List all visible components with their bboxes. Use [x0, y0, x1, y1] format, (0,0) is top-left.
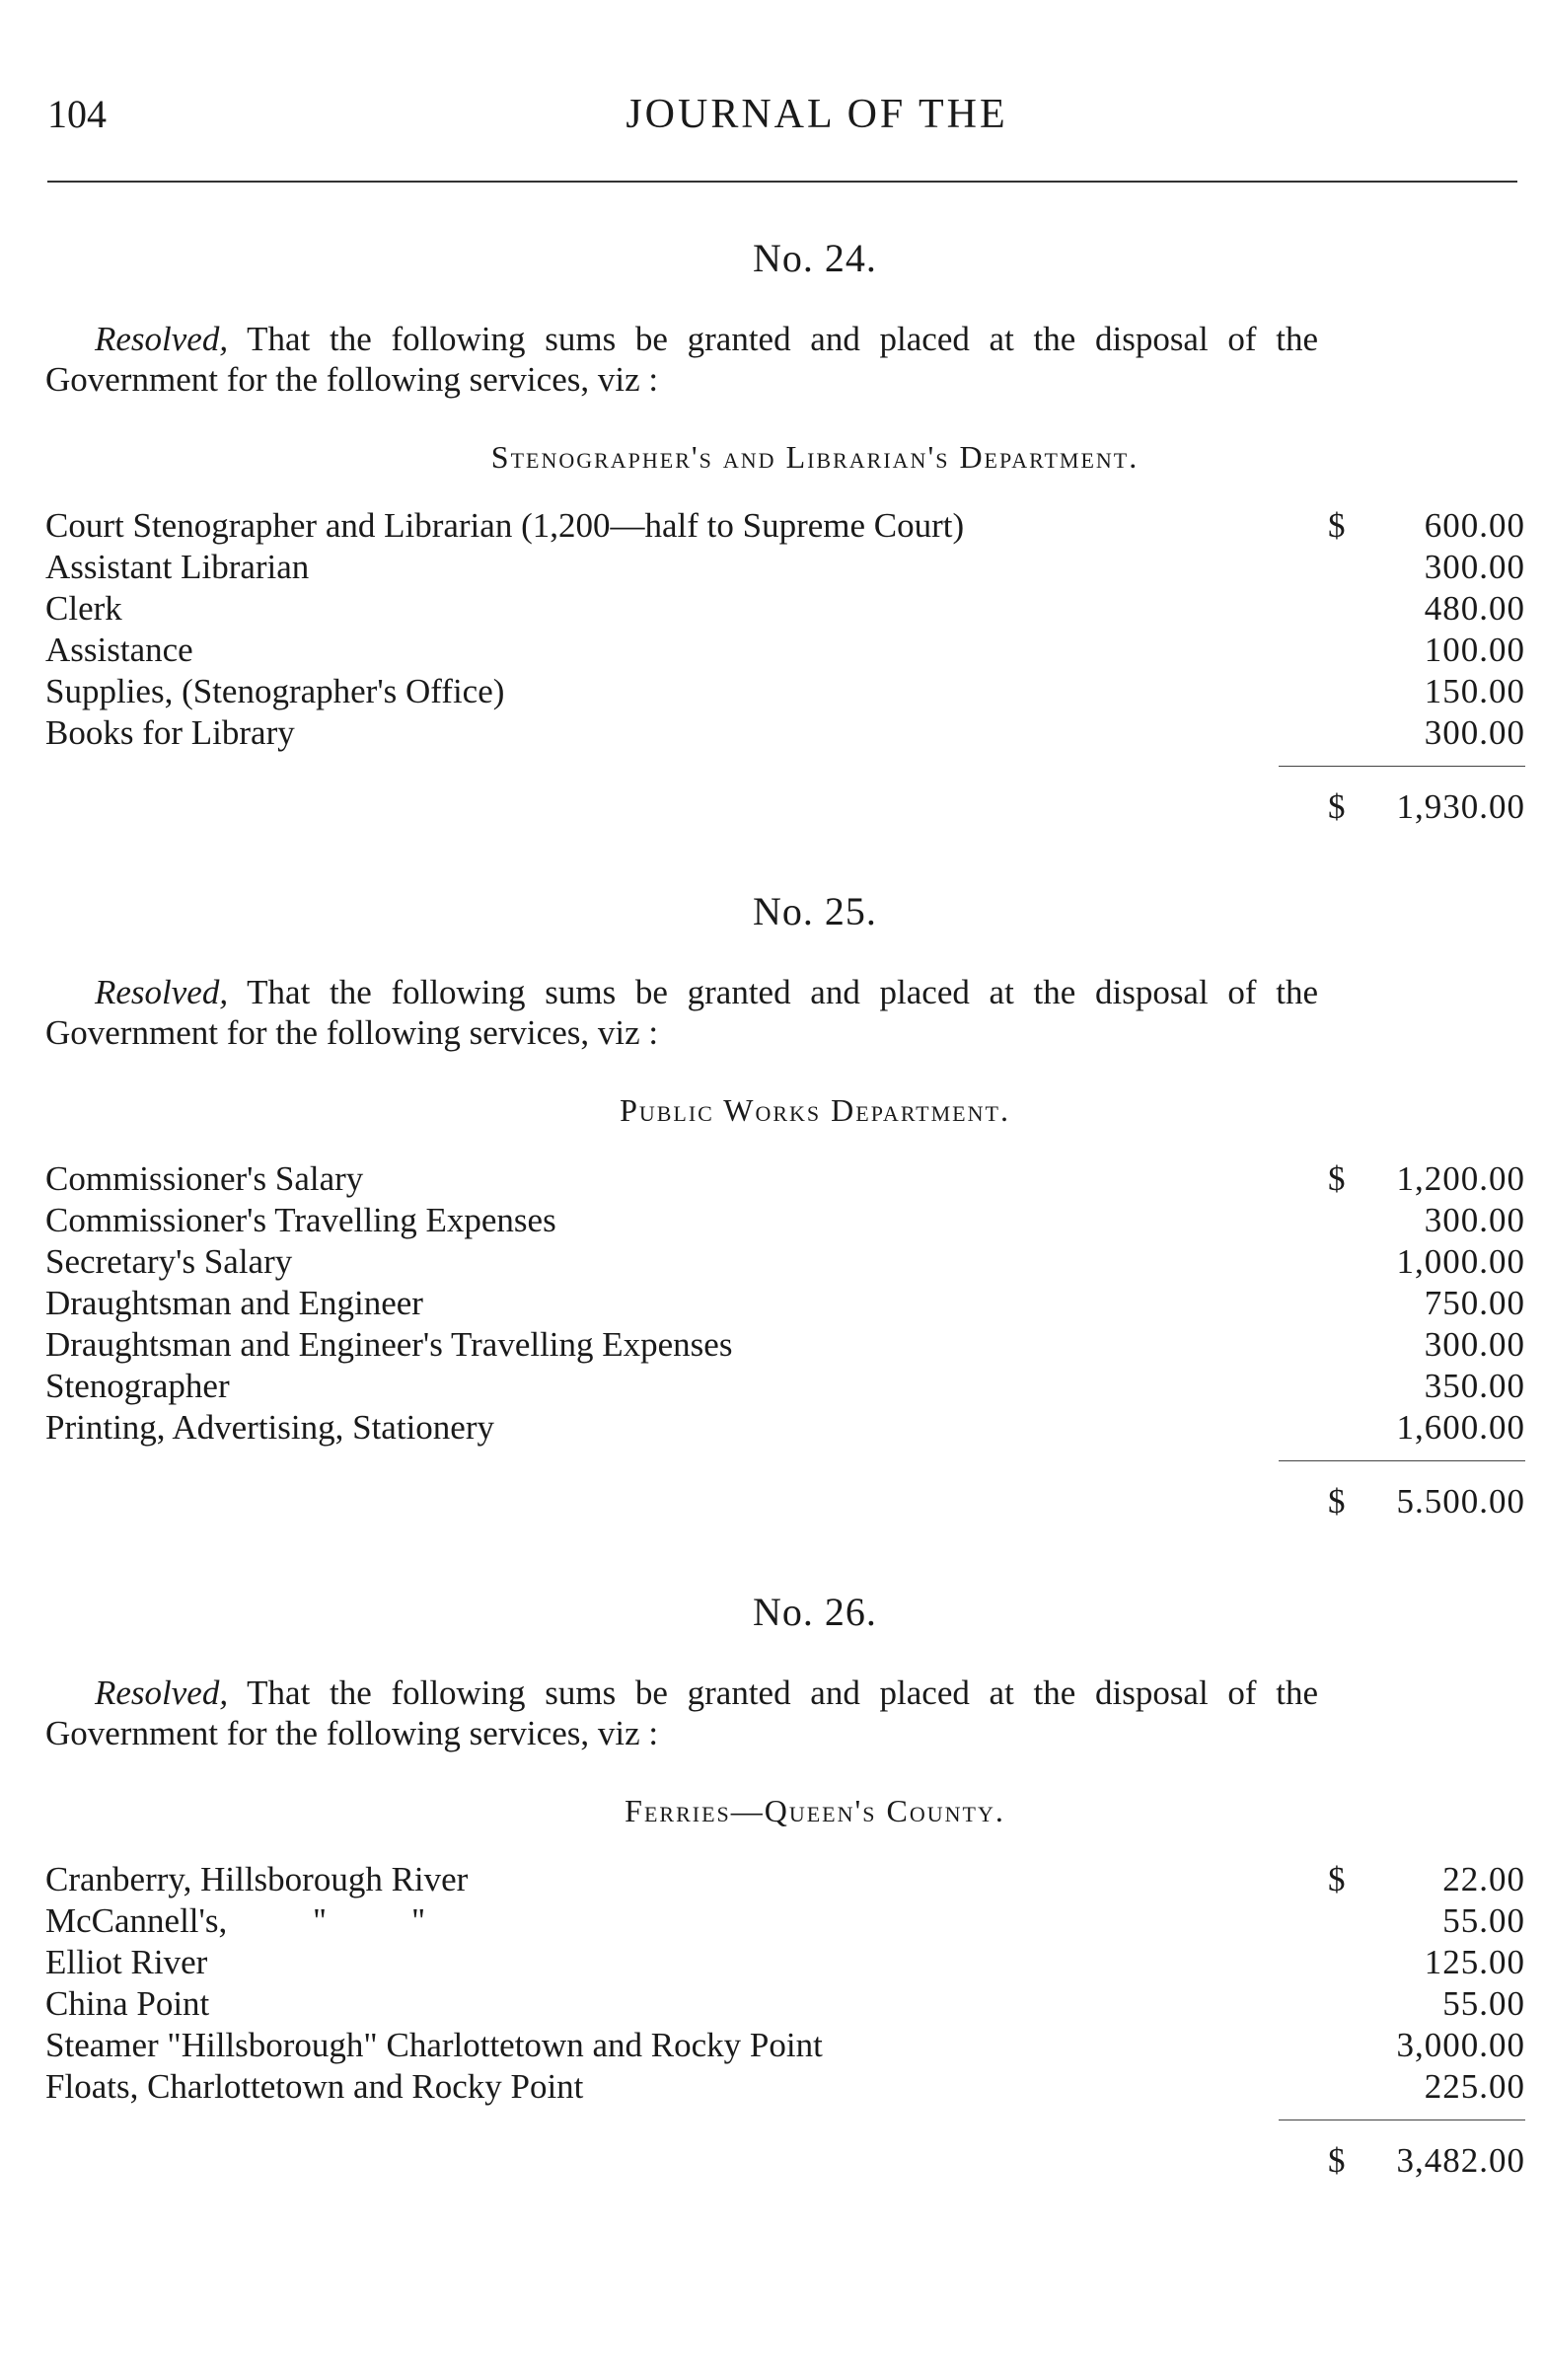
- appropriation-row: [45, 1200, 1525, 1241]
- appropriation-row: [45, 1241, 1525, 1283]
- header-rule: [47, 181, 1517, 183]
- resolution-text: [45, 1673, 1318, 1753]
- appropriation-row: [45, 2066, 1525, 2108]
- item-amount: 300.00: [1424, 713, 1525, 752]
- resolution-body: That the following sums be granted and placed at the disposal of the Government for the following services, viz :: [45, 973, 1319, 1052]
- dollar-sign: $: [1328, 1860, 1346, 1898]
- appropriation-row: [45, 505, 1525, 547]
- page-number: 104: [47, 92, 107, 136]
- section-total: [45, 783, 1525, 831]
- item-amount: 150.00: [1424, 672, 1525, 710]
- department-heading: Public Works Department.: [620, 1092, 1010, 1128]
- appropriation-row: [45, 1900, 1525, 1942]
- item-label: Secretary's Salary: [45, 1242, 293, 1281]
- appropriation-row: [45, 712, 1525, 754]
- resolution-section-26: [45, 1589, 1525, 2185]
- total-amount: 3,482.00: [1396, 2141, 1525, 2180]
- resolved-word: Resolved,: [95, 1673, 229, 1712]
- item-amount: 55.00: [1442, 1984, 1525, 2023]
- item-label: Clerk: [45, 589, 122, 628]
- appropriation-row: [45, 1158, 1525, 1200]
- item-label: Draughtsman and Engineer's Travelling Expenses: [45, 1325, 733, 1364]
- appropriation-row: [45, 1859, 1525, 1900]
- item-amount: 600.00: [1424, 506, 1525, 545]
- item-amount: 225.00: [1424, 2067, 1525, 2106]
- item-label: Steamer "Hillsborough" Charlottetown and Rocky Point: [45, 2026, 823, 2064]
- item-label: Commissioner's Salary: [45, 1159, 364, 1198]
- item-amount: 100.00: [1424, 631, 1525, 669]
- item-amount: 3,000.00: [1396, 2026, 1525, 2064]
- resolution-text: [45, 319, 1318, 400]
- appropriation-row: [45, 1407, 1525, 1449]
- appropriation-row: [45, 1942, 1525, 1983]
- appropriation-list: [45, 1859, 1525, 2108]
- appropriation-row: [45, 1983, 1525, 2025]
- department-heading: Ferries—Queen's County.: [625, 1793, 1005, 1828]
- resolution-number: No. 25.: [753, 889, 877, 933]
- item-amount: 1,000.00: [1396, 1242, 1525, 1281]
- total-amount: 1,930.00: [1396, 787, 1525, 826]
- item-label: Elliot River: [45, 1943, 208, 1981]
- resolution-text: [45, 972, 1318, 1053]
- item-amount: 1,200.00: [1396, 1159, 1525, 1198]
- dollar-sign: $: [1328, 2141, 1346, 2180]
- resolution-number: No. 24.: [753, 236, 877, 280]
- dollar-sign: $: [1328, 1159, 1346, 1198]
- item-amount: 300.00: [1424, 1325, 1525, 1364]
- appropriation-list: [45, 505, 1525, 754]
- appropriation-row: [45, 671, 1525, 712]
- appropriation-row: [45, 1366, 1525, 1407]
- appropriation-row: [45, 2025, 1525, 2066]
- appropriation-row: [45, 588, 1525, 630]
- item-amount: 300.00: [1424, 548, 1525, 586]
- item-amount: 750.00: [1424, 1284, 1525, 1322]
- section-total: [45, 1478, 1525, 1525]
- item-label: McCannell's, '' '': [45, 1901, 425, 1940]
- appropriation-row: [45, 630, 1525, 671]
- resolved-word: Resolved,: [95, 973, 229, 1011]
- item-label: Stenographer: [45, 1367, 230, 1405]
- total-rule: [45, 2108, 1525, 2127]
- item-amount: 125.00: [1424, 1943, 1525, 1981]
- item-amount: 55.00: [1442, 1901, 1525, 1940]
- appropriation-list: [45, 1158, 1525, 1449]
- item-label: Assistance: [45, 631, 193, 669]
- total-rule: [45, 754, 1525, 774]
- item-label: Books for Library: [45, 713, 295, 752]
- item-label: Printing, Advertising, Stationery: [45, 1408, 494, 1447]
- resolution-body: That the following sums be granted and placed at the disposal of the Government for the following services, viz :: [45, 1673, 1319, 1752]
- item-label: China Point: [45, 1984, 210, 2023]
- item-amount: 22.00: [1442, 1860, 1525, 1898]
- page-header: [47, 91, 1527, 160]
- resolved-word: Resolved,: [95, 320, 229, 358]
- item-amount: 300.00: [1424, 1201, 1525, 1239]
- item-label: Assistant Librarian: [45, 548, 310, 586]
- total-rule: [45, 1449, 1525, 1468]
- appropriation-row: [45, 547, 1525, 588]
- running-title: JOURNAL OF THE: [625, 92, 1008, 137]
- item-label: Cranberry, Hillsborough River: [45, 1860, 469, 1898]
- item-label: Supplies, (Stenographer's Office): [45, 672, 505, 710]
- item-label: Floats, Charlottetown and Rocky Point: [45, 2067, 584, 2106]
- item-amount: 350.00: [1424, 1367, 1525, 1405]
- dollar-sign: $: [1328, 506, 1346, 545]
- item-amount: 480.00: [1424, 589, 1525, 628]
- dollar-sign: $: [1328, 787, 1346, 826]
- resolution-section-25: [45, 888, 1525, 1525]
- dollar-sign: $: [1328, 1482, 1346, 1521]
- item-label: Draughtsman and Engineer: [45, 1284, 423, 1322]
- appropriation-row: [45, 1324, 1525, 1366]
- resolution-section-24: [45, 235, 1525, 831]
- appropriation-row: [45, 1283, 1525, 1324]
- resolution-body: That the following sums be granted and placed at the disposal of the Government for the following services, viz :: [45, 320, 1319, 399]
- resolution-number: No. 26.: [753, 1590, 877, 1634]
- total-amount: 5.500.00: [1396, 1482, 1525, 1521]
- department-heading: Stenographer's and Librarian's Department.: [490, 439, 1140, 475]
- item-amount: 1,600.00: [1396, 1408, 1525, 1447]
- item-label: Commissioner's Travelling Expenses: [45, 1201, 556, 1239]
- section-total: [45, 2137, 1525, 2185]
- item-label: Court Stenographer and Librarian (1,200—half to Supreme Court): [45, 506, 965, 545]
